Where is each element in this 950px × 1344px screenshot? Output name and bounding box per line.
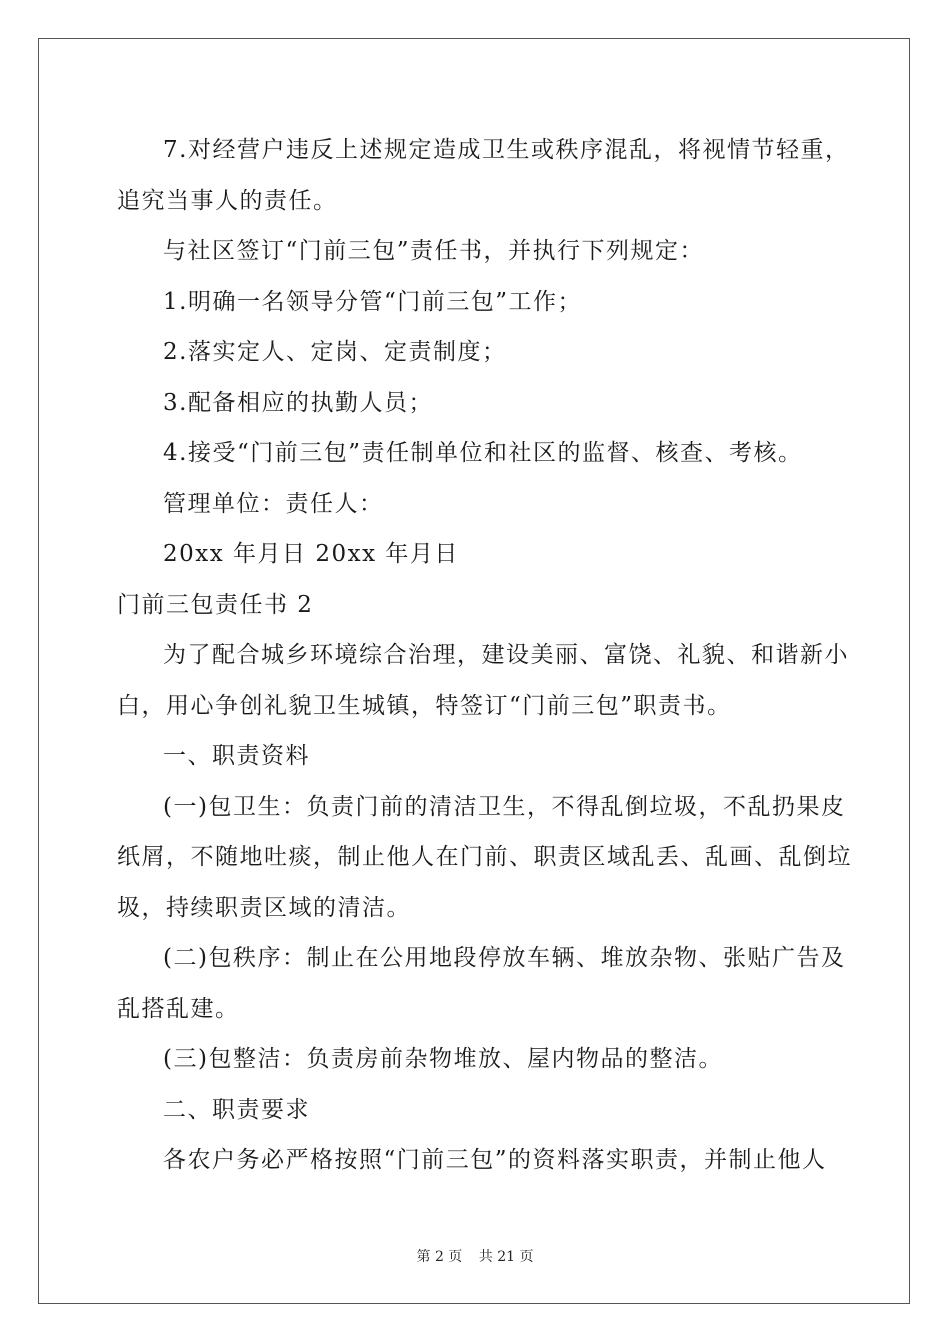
paragraph-line: 1.明确一名领导分管“门前三包”工作； (163, 288, 582, 315)
page-total: 共 21 页 (478, 1249, 534, 1265)
page-footer (0, 1246, 950, 1266)
paragraph-line: 7.对经营户违反上述规定造成卫生或秩序混乱，将视情节轻重， (163, 137, 850, 163)
paragraph-line: 4.接受“门前三包”责任制单位和社区的监督、核查、考核。 (163, 440, 803, 466)
paragraph-line: 圾，持续职责区域的清洁。 (117, 894, 411, 921)
paragraph-line: (二)包秩序：制止在公用地段停放车辆、堆放杂物、张贴广告及 (163, 945, 846, 971)
paragraph-line: 与社区签订“门前三包”责任书，并执行下列规定： (163, 238, 705, 264)
paragraph-line: 各农户务必严格按照“门前三包”的资料落实职责，并制止他人 (163, 1147, 827, 1173)
paragraph-line: 管理单位：责任人： (163, 490, 384, 517)
paragraph-line: 纸屑，不随地吐痰，制止他人在门前、职责区域乱丢、乱画、乱倒垃 (117, 844, 852, 870)
paragraph-line: 白，用心争创礼貌卫生城镇，特签订“门前三包”职责书。 (117, 692, 732, 719)
page-number: 第 2 页 (416, 1249, 463, 1265)
section-title: 门前三包责任书 2 (117, 591, 314, 618)
paragraph-line: (一)包卫生：负责门前的清洁卫生，不得乱倒垃圾，不乱扔果皮 (163, 793, 846, 820)
paragraph-line: 为了配合城乡环境综合治理，建设美丽、富饶、礼貌、和谐新小 (163, 642, 849, 668)
paragraph-line: (三)包整洁：负责房前杂物堆放、屋内物品的整洁。 (163, 1046, 723, 1072)
paragraph-line: 2.落实定人、定岗、定责制度； (163, 339, 507, 365)
paragraph-line: 20xx 年月日 20xx 年月日 (163, 541, 459, 567)
paragraph-line: 二、职责要求 (163, 1096, 310, 1123)
paragraph-line: 一、职责资料 (163, 743, 310, 769)
paragraph-line: 追究当事人的责任。 (117, 187, 338, 214)
paragraph-line: 乱搭乱建。 (117, 995, 240, 1022)
document-body (117, 125, 852, 1186)
paragraph-line: 3.配备相应的执勤人员； (163, 389, 433, 416)
